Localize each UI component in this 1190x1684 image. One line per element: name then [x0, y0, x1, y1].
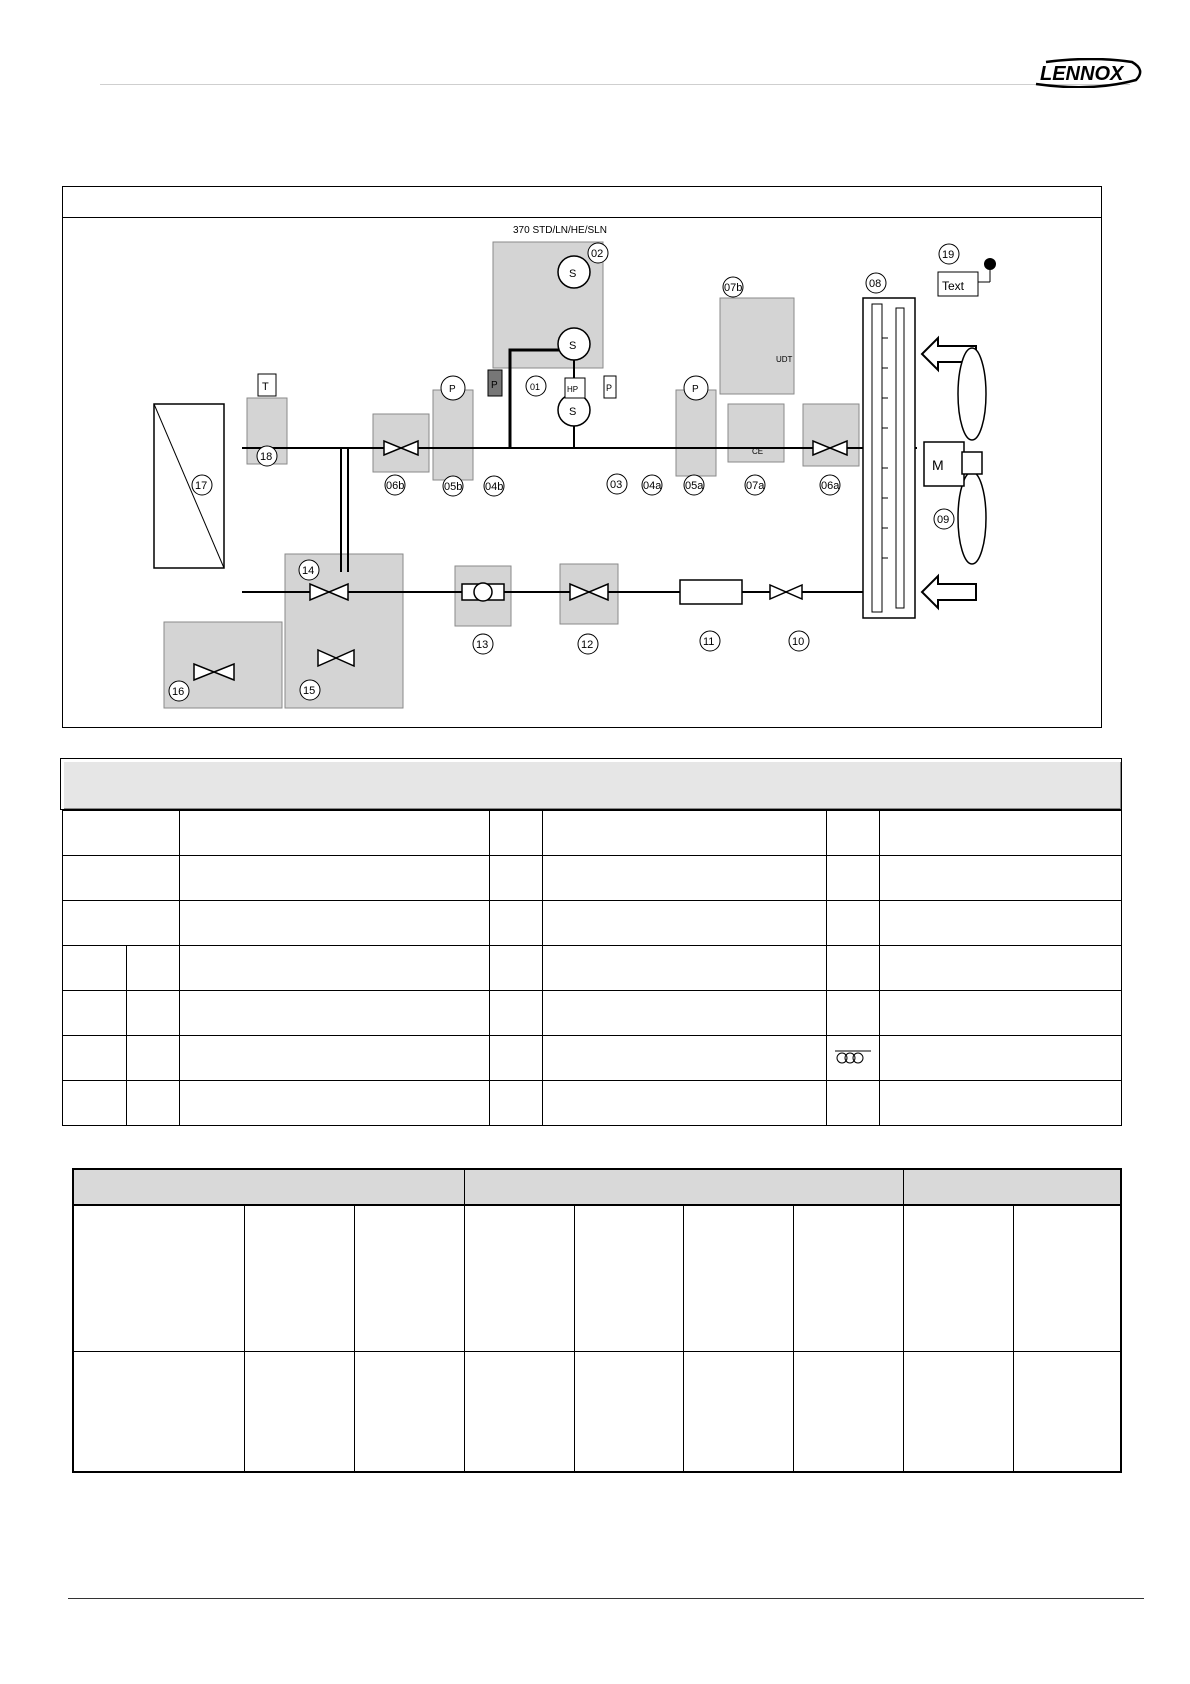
table-row [63, 856, 1122, 901]
callout-05a: 05a [685, 480, 704, 492]
temp-sensor-label: T [262, 381, 269, 393]
callout-06a: 06a [821, 480, 840, 492]
callout-04a: 04a [643, 480, 662, 492]
coil-icon [833, 1048, 873, 1066]
table-header-row [73, 1169, 1121, 1205]
evaporator-17 [154, 404, 224, 568]
udt-label: UDT [776, 355, 793, 364]
footer-divider [68, 1598, 1144, 1599]
callout-07b: 07b [724, 282, 743, 294]
model-label: 370 STD/LN/HE/SLN [513, 225, 607, 236]
callout-13: 13 [476, 639, 489, 651]
callout-08: 08 [869, 278, 882, 290]
callout-10: 10 [792, 636, 805, 648]
callout-07a: 07a [746, 480, 765, 492]
sensors [258, 370, 708, 400]
hp-switch-label: HP [567, 385, 579, 394]
diagram-title-row [62, 186, 1102, 218]
condenser-coil-08 [863, 298, 915, 618]
spec-table [72, 1168, 1122, 1473]
callout-01: 01 [530, 382, 541, 392]
callout-02: 02 [591, 248, 604, 260]
table-row [63, 991, 1122, 1036]
lennox-logo [1032, 58, 1144, 88]
pressure-gauge-label: P [692, 384, 699, 395]
callout-05b: 05b [444, 481, 463, 493]
table-row [63, 811, 1122, 856]
table-row [63, 901, 1122, 946]
pressure-sensor-label: P [491, 380, 498, 391]
callout-18: 18 [260, 451, 273, 463]
callout-14: 14 [302, 565, 315, 577]
module-07b [720, 298, 794, 394]
compressor-label: S [569, 268, 577, 280]
module-12 [560, 564, 618, 624]
table-row [63, 1081, 1122, 1126]
table-row [73, 1351, 1121, 1472]
legend-table [62, 810, 1122, 1126]
callout-17: 17 [195, 480, 208, 492]
callout-09: 09 [937, 514, 950, 526]
legend-header [60, 758, 1122, 810]
callout-04b: 04b [485, 481, 504, 493]
pressure-gauge-label: P [449, 384, 456, 395]
callout-16: 16 [172, 686, 185, 698]
fan-motor-label: M [932, 457, 944, 473]
header-divider [100, 84, 1130, 85]
callout-11: 11 [703, 636, 715, 648]
logo-text: LENNOX [1040, 63, 1124, 85]
table-row [63, 1036, 1122, 1081]
table-row [63, 946, 1122, 991]
callout-03: 03 [610, 479, 623, 491]
refrigerant-circuit-diagram [62, 218, 1102, 728]
pressure-switch-label: P [606, 383, 613, 393]
fan-09 [924, 348, 986, 564]
module-06b [373, 414, 429, 472]
text-box-label: Text [942, 279, 965, 293]
callout-12: 12 [581, 639, 594, 651]
compressor-label: S [569, 406, 577, 418]
module-06a [803, 404, 859, 466]
ce-label: CE [752, 447, 764, 456]
module-05b [433, 390, 473, 480]
callout-19: 19 [942, 249, 955, 261]
callout-06b: 06b [386, 480, 405, 492]
compressor-label: S [569, 340, 577, 352]
module-05a [676, 390, 716, 476]
table-row [73, 1205, 1121, 1351]
callout-15: 15 [303, 685, 316, 697]
